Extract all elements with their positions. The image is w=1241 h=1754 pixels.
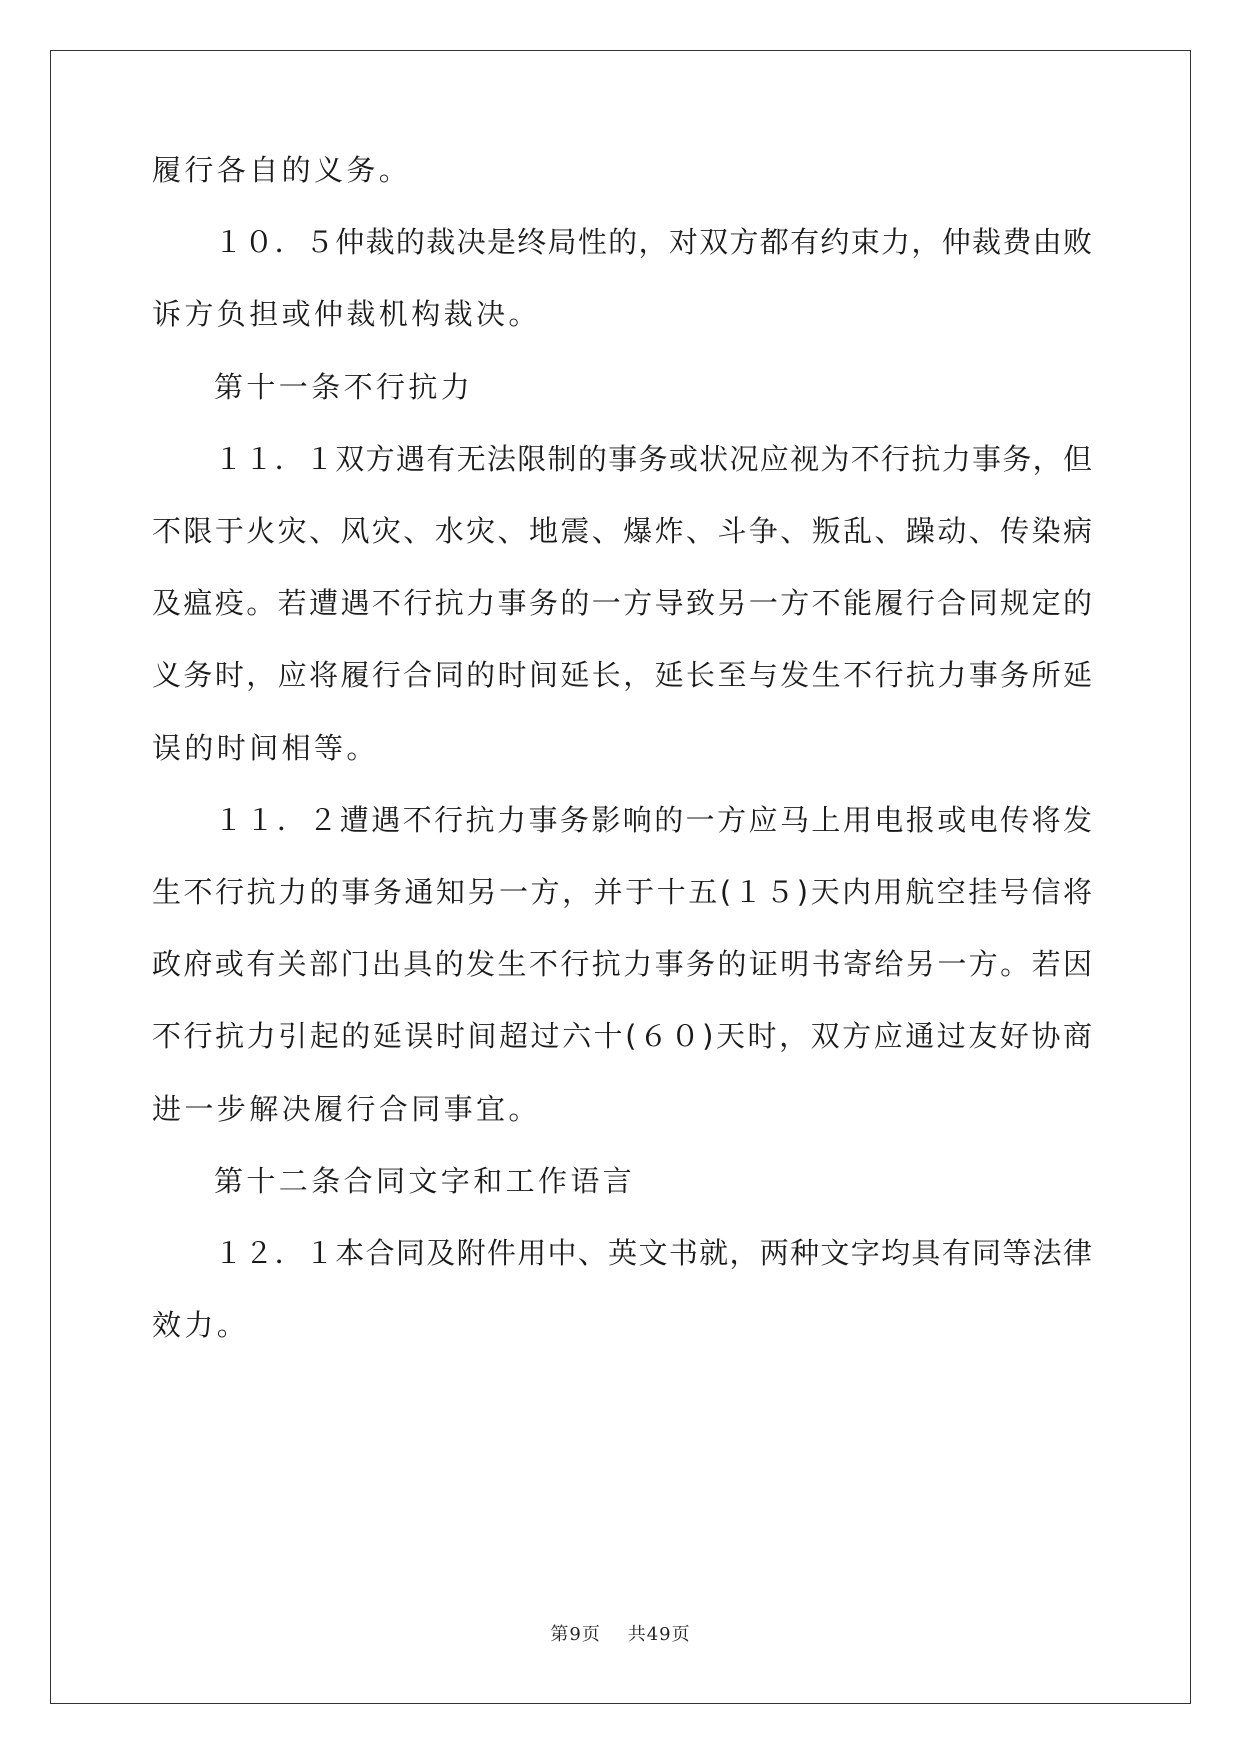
footer-total-pages: 49 [646,1624,672,1645]
text-line: 不限于火灾、风灾、水灾、地震、爆炸、斗争、叛乱、躁动、传染病 [152,514,1092,548]
footer-page-suffix: 页 [581,1624,601,1645]
text-line: 不行抗力引起的延误时间超过六十(６０)天时，双方应通过友好协商 [152,1019,1092,1054]
text-line: １１．２遭遇不行抗力事务影响的一方应马上用电报或电传将发 [214,802,1092,837]
text-line: 效力。 [152,1308,250,1343]
text-line: 履行各自的义务。 [152,153,412,187]
footer-total-prefix: 共 [627,1624,647,1645]
text-line: １２．１本合同及附件用中、英文书就，两种文字均具有同等法律 [214,1236,1092,1270]
text-line: 义务时，应将履行合同的时间延长，延长至与发生不行抗力事务所延 [152,658,1092,693]
text-line: １０．５仲裁的裁决是终局性的，对双方都有约束力，仲裁费由败 [214,225,1092,260]
text-line: 政府或有关部门出具的发生不行抗力事务的证明书寄给另一方。若因 [152,947,1092,982]
text-line: 第十二条合同文字和工作语言 [214,1163,636,1198]
text-line: 诉方负担或仲裁机构裁决。 [152,297,541,332]
text-line: １１．１双方遇有无法限制的事务或状况应视为不行抗力事务，但 [214,441,1092,476]
text-line: 误的时间相等。 [152,730,379,765]
text-line: 及瘟疫。若遭遇不行抗力事务的一方导致另一方不能履行合同规定的 [152,586,1092,621]
text-line: 生不行抗力的事务通知另一方，并于十五(１５)天内用航空挂号信将 [152,875,1092,909]
page-footer [0,1620,1241,1646]
footer-prefix: 第 [550,1624,570,1645]
footer-total-suffix: 页 [671,1624,691,1645]
text-line: 第十一条不行抗力 [214,369,474,404]
text-line: 进一步解决履行合同事宜。 [152,1091,541,1126]
footer-page-number: 9 [569,1624,582,1645]
